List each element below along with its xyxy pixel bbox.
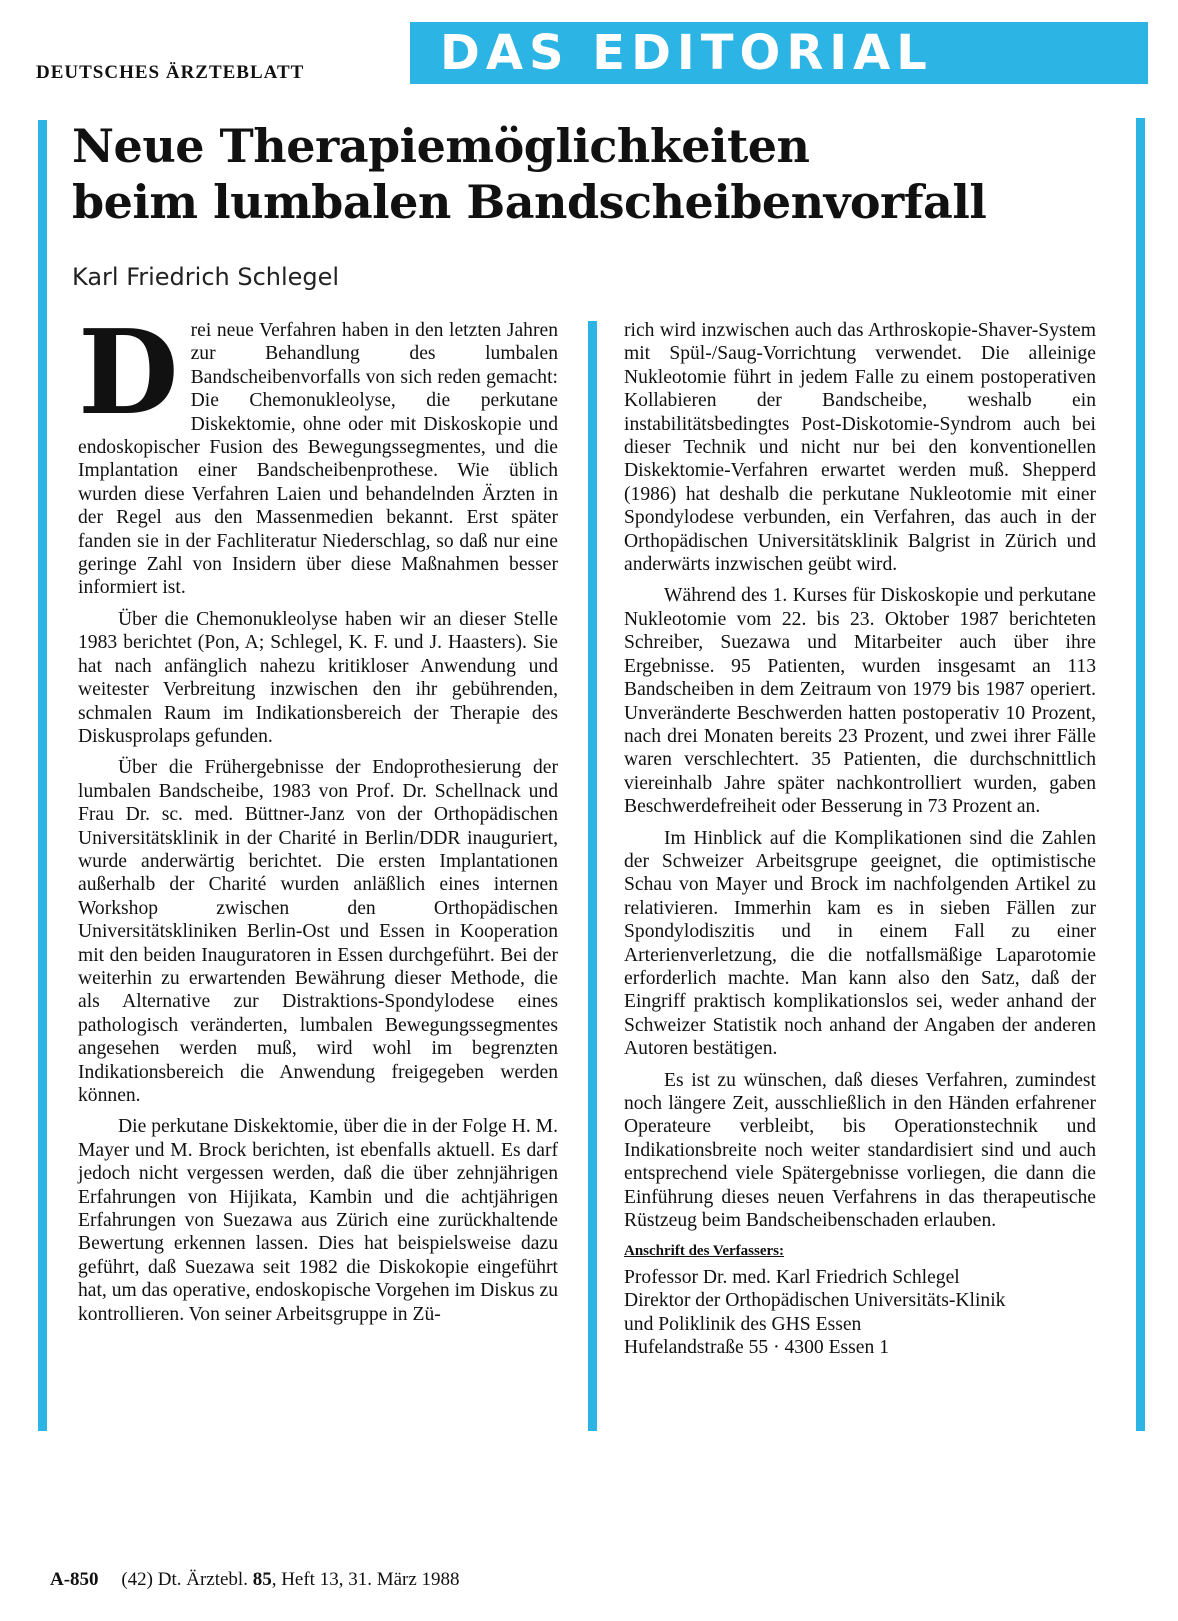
title-line-2: beim lumbalen Bandscheibenvorfall	[72, 175, 987, 229]
paragraph-8: Es ist zu wünschen, daß dieses Verfahren, zumindest noch längere Zeit, ausschließlich in den Händen erfahrener Operateure verbleibt, bis Operationstechnik und Indikationsbreite noch weiter standardisiert sind und auch entsprechend viele Spätergebnisse vorliegen, die dann die Einführung dieses neuen Verfahrens in das therapeutische Rüstzeug beim Bandscheibenschaden erlauben.	[624, 1069, 1096, 1232]
paragraph-3: Über die Frühergebnisse der Endoprothesierung der lumbalen Bandscheibe, 1983 von Prof. Dr. Schellnack und Frau Dr. sc. med. Büttner-Janz von der Orthopädischen Universitätsklinik in der Charité in Berlin/DDR inauguriert, wurde anderwärtig berichtet. Die ersten Implantationen außerhalb der Charité wurden anläßlich eines internen Workshop zwischen den Orthopädischen Universitätskliniken Berlin-Ost und Essen in Kooperation mit den beiden Inauguratoren in Essen durchgeführt. Bei der weiterhin zu erwartenden Bewährung dieser Methode, die als Alternative zur Distraktions-Spondylodese eines pathologisch veränderten, lumbalen Bewegungssegmentes angesehen werden muß, wird wohl im begrenzten Indikationsbereich die Anwendung freigegeben werden können.	[78, 757, 558, 1106]
volume-number: 85	[252, 1569, 272, 1590]
section-banner: DAS EDITORIAL	[410, 22, 1148, 84]
paragraph-1-text: rei neue Verfahren haben in den letzten Jahren zur Behandlung des lumbalen Bandscheibenvorfalls von sich reden gemacht: Die Chemonukleolyse, die perkutane Diskektomie, ohne oder mit Diskoskopie und endoskopischer Fusion des Bewegungssegmentes, und die Implantation einer Bandscheibenprothese. Wie üblich wurden diese Verfahren Laien und behandelnden Ärzten in der Regel aus den Massenmedien bekannt. Erst später fanden sie in der Fachliteratur Niederschlag, so daß nur eine geringe Zahl von Insidern über diese Maßnahmen besser informiert ist.	[78, 320, 558, 599]
drop-cap: D	[78, 305, 179, 441]
address-line-3: und Poliklinik des GHS Essen	[624, 1313, 862, 1335]
page-footer	[50, 1569, 460, 1591]
issue-info: , Heft 13, 31. März 1988	[271, 1569, 460, 1590]
paragraph-5: rich wird inzwischen auch das Arthroskopie-Shaver-System mit Spül-/Saug-Vorrichtung verwendet. Die alleinige Nukleotomie führt in jedem Falle zu einem postoperativen Kollabieren der Bandscheibe, weshalb ein instabilitätsbedingtes Post-Diskotomie-Syndrom auch bei dieser Technik und nicht nur bei den konventionellen Diskektomie-Verfahren erwartet werden muß. Shepperd (1986) hat deshalb die perkutane Nukleotomie mit einer Spondylodese verbunden, ein Verfahren, das auch in der Orthopädischen Universitätsklinik Balgrist in Zürich und anderwärts inzwischen geübt wird.	[624, 320, 1096, 576]
address-line-1: Professor Dr. med. Karl Friedrich Schlegel	[624, 1266, 960, 1288]
paragraph-6: Während des 1. Kurses für Diskoskopie und perkutane Nukleotomie vom 22. bis 23. Oktober 1987 berichteten Schreiber, Suezawa und Mitarbeiter auch über ihre Ergebnisse. 95 Patienten, wurden insgesamt an 113 Bandscheiben in dem Zeitraum von 1979 bis 1987 operiert. Unveränderte Beschwerden hatten postoperativ 10 Prozent, nach drei Monaten bereits 23 Prozent, und zwei ihrer Fälle waren verschlechtert. 35 Patienten, die durchschnittlich viereinhalb Jahre später nachkontrolliert wurden, gaben Beschwerdefreiheit oder Besserung in 73 Prozent an.	[624, 585, 1096, 818]
accent-bar-middle	[588, 321, 597, 1431]
accent-bar-left	[38, 120, 47, 1431]
paragraph-2: Über die Chemonukleolyse haben wir an dieser Stelle 1983 berichtet (Pon, A; Schlegel, K. F. und J. Haasters). Sie hat nach anfänglich nahezu kritikloser Anwendung und weitester Verbreitung inzwischen den ihr gebührenden, schmalen Raum im Indikationsbereich der Therapie des Diskusprolaps gefunden.	[78, 608, 558, 747]
masthead: DEUTSCHES ÄRZTEBLATT	[36, 62, 305, 83]
article-title	[72, 118, 1132, 230]
address-heading: Anschrift des Verfassers:	[624, 1243, 784, 1260]
address-line-4: Hufelandstraße 55 · 4300 Essen 1	[624, 1337, 889, 1359]
title-line-1: Neue Therapiemöglichkeiten	[72, 119, 810, 173]
paragraph-7: Im Hinblick auf die Komplikationen sind die Zahlen der Schweizer Arbeitsgrupe geeignet, die optimistische Schau von Mayer und Brock im nachfolgenden Artikel zu relativieren. Immerhin kam es in sieben Fällen zur Spondylodiszitis und in einem Fall zu einer Arterienverletzung, die die notfallsmäßige Laparotomie erforderlich machte. Man kann also den Satz, daß der Eingriff praktisch komplikationslos sei, weder anhand der Schweizer Statistik noch anhand der Angaben der anderen Autoren bestätigen.	[624, 827, 1096, 1060]
accent-bar-right	[1136, 118, 1145, 1431]
journal-reference: (42) Dt. Ärztebl.	[121, 1569, 248, 1590]
page-number: A-850	[50, 1569, 99, 1590]
paragraph-4: Die perkutane Diskektomie, über die in der Folge H. M. Mayer und M. Brock berichten, ist ebenfalls aktuell. Es darf jedoch nicht vergessen werden, daß die über zehnjährigen Erfahrungen von Hijikata, Kambin und die achtjährigen Erfahrungen von Suezawa aus Zürich eine zurückhaltende Bewertung erkennen lassen. Dies hat beispielsweise dazu geführt, daß Suezawa seit 1982 die Diskokopie eingeführt hat, um das operative, endoskopische Vorgehen im Diskus zu kontrollieren. Von seiner Arbeitsgruppe in Zü-	[78, 1116, 558, 1325]
paragraph-1	[78, 305, 558, 600]
address-line-2: Direktor der Orthopädischen Universitäts-Klinik	[624, 1290, 1006, 1312]
author-name: Karl Friedrich Schlegel	[72, 263, 340, 291]
article-column-left	[78, 305, 558, 1334]
article-column-right	[624, 319, 1096, 1359]
